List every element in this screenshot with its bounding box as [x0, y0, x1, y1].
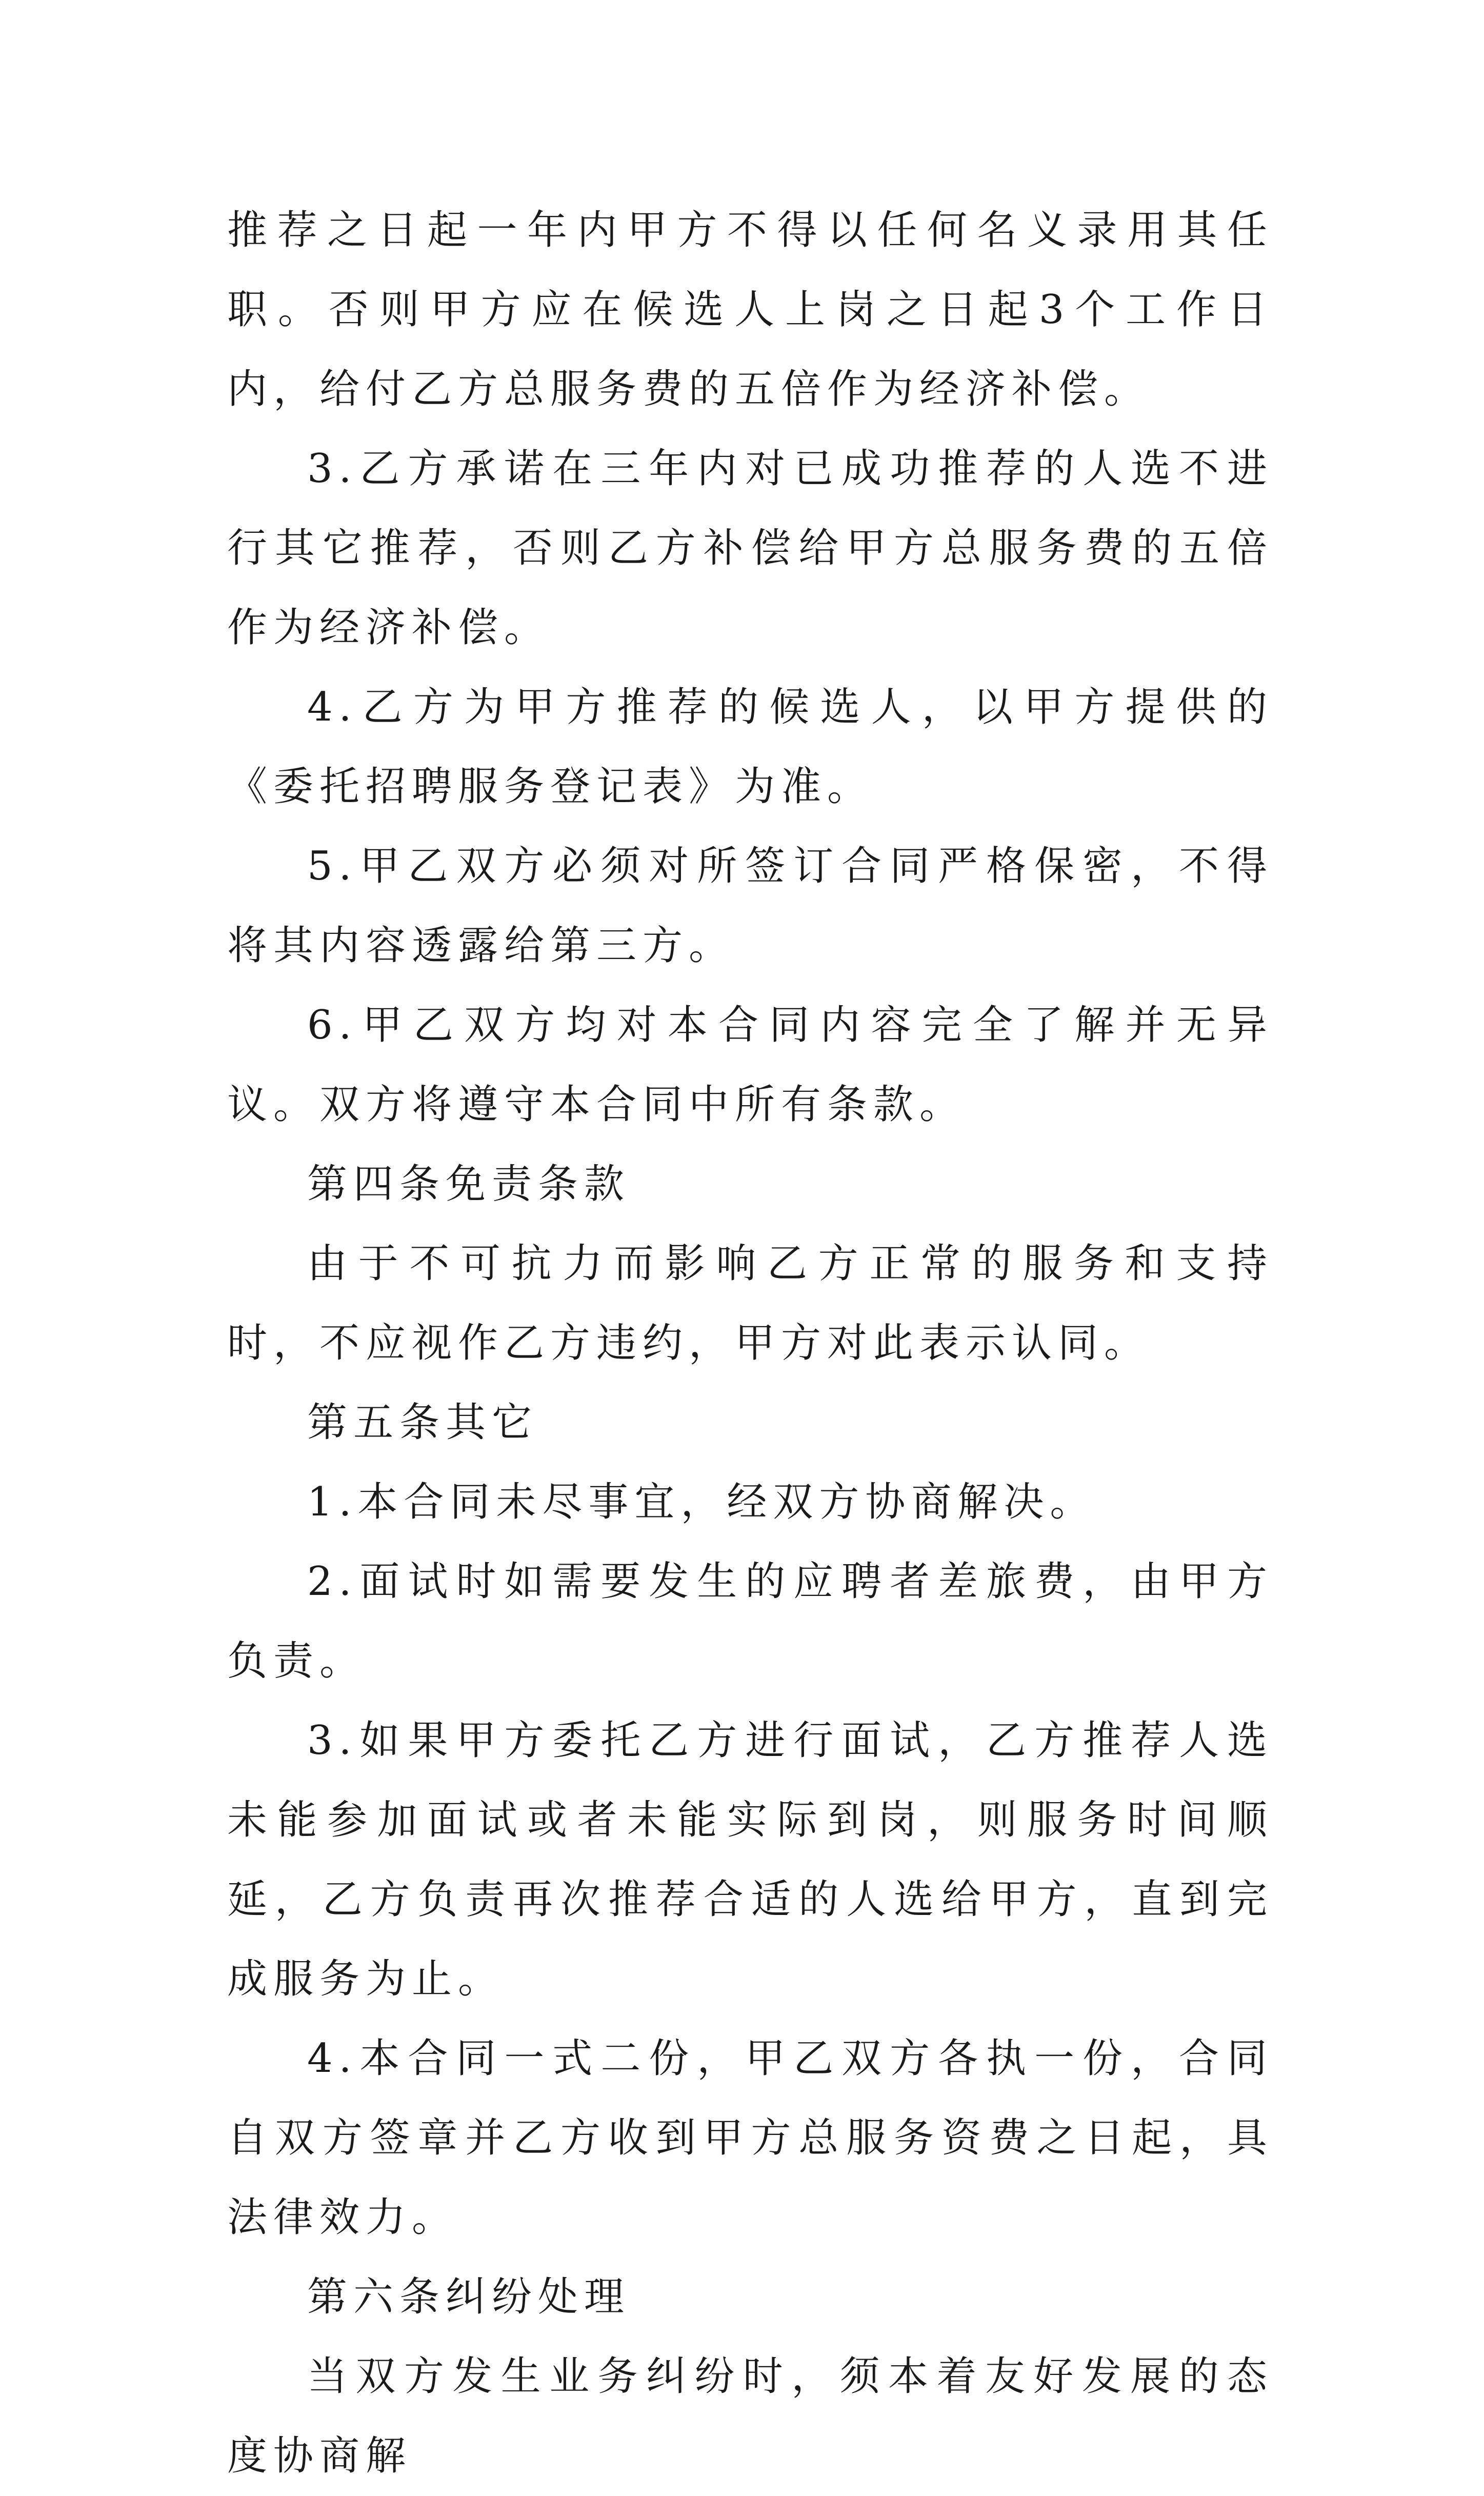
- paragraph-continuation: 推荐之日起一年内甲方不得以任何名义录用其任职。否则甲方应在候选人上岗之日起3个工作日内，给付乙方总服务费的五倍作为经济补偿。: [227, 207, 1273, 412]
- paragraph-clause-5: 5.甲乙双方必须对所签订合同严格保密，不得将其内容透露给第三方。: [227, 843, 1273, 969]
- paragraph-other-2: 2.面试时如需要发生的应聘者差旅费，由甲方负责。: [227, 1559, 1273, 1684]
- paragraph-other-3: 3.如果甲方委托乙方进行面试，乙方推荐人选未能参加面试或者未能实际到岗，则服务时间顺延，乙方负责再次推荐合适的人选给甲方，直到完成服务为止。: [227, 1718, 1273, 2002]
- section-heading-article-5: 第五条其它: [307, 1400, 538, 1446]
- section-heading-article-6: 第六条纠纷处理: [307, 2274, 631, 2320]
- paragraph-other-1: 1.本合同未尽事宜，经双方协商解决。: [307, 1479, 1096, 1525]
- paragraph-force-majeure: 由于不可抗力而影响乙方正常的服务和支持时，不应视作乙方违约，甲方对此表示认同。: [227, 1241, 1273, 1366]
- paragraph-clause-6: 6.甲乙双方均对本合同内容完全了解并无异议。双方将遵守本合同中所有条款。: [227, 1002, 1273, 1128]
- paragraph-clause-3: 3.乙方承诺在三年内对已成功推荐的人选不进行其它推荐，否则乙方补偿给甲方总服务费的五倍作为经济补偿。: [227, 446, 1273, 651]
- paragraph-clause-4: 4.乙方为甲方推荐的候选人，以甲方提供的《委托招聘服务登记表》为准。: [227, 684, 1273, 810]
- section-heading-article-4: 第四条免责条款: [307, 1161, 631, 1207]
- document-body: [227, 191, 1273, 2496]
- paragraph-other-4: 4.本合同一式二份，甲乙双方各执一份，合同自双方签章并乙方收到甲方总服务资费之日起，具法律效力。: [227, 2035, 1273, 2241]
- paragraph-dispute: 当双方发生业务纠纷时，须本着友好发展的态度协商解: [227, 2353, 1273, 2479]
